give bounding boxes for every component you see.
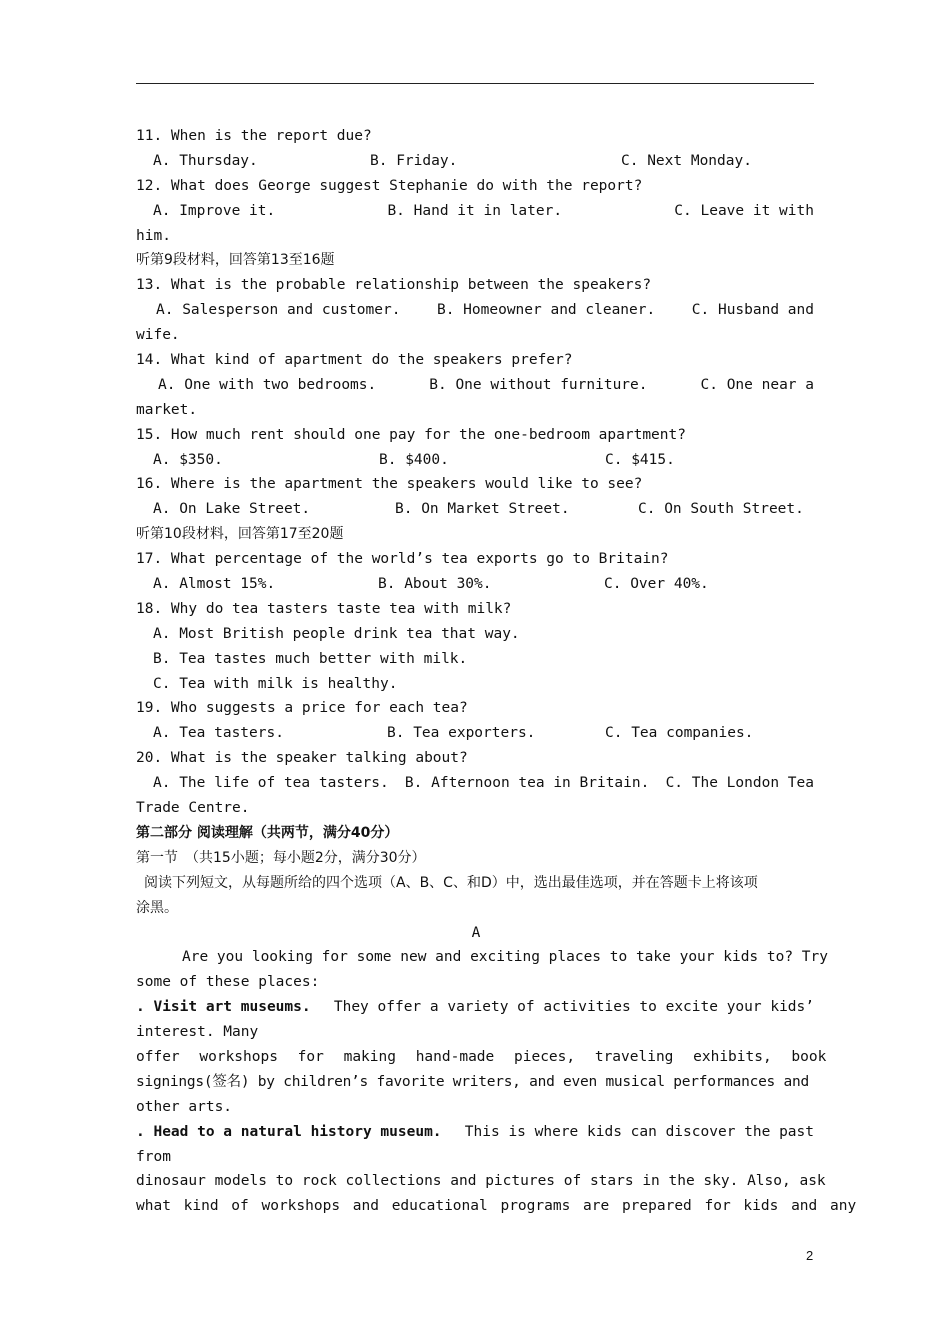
passage-line: interest. Many: [136, 1024, 259, 1041]
option-a: A. Thursday.: [153, 152, 258, 169]
option-c: C. $415.: [605, 451, 675, 468]
option-b: B. One without furniture.: [429, 376, 648, 393]
options-12: [136, 199, 814, 224]
section-one-heading: 第一节 （共15小题；每小题2分，满分30分）: [136, 849, 426, 866]
option-a: A. Improve it.: [153, 202, 276, 219]
option-b: B. Hand it in later.: [387, 202, 563, 219]
option-c: C. Husband and: [691, 302, 814, 319]
option-a: A. $350.: [153, 451, 223, 468]
question-15: 15. How much rent should one pay for the one-bedroom apartment?: [136, 426, 686, 443]
question-19: 19. Who suggests a price for each tea?: [136, 700, 468, 717]
option-b: B. About 30%.: [378, 576, 492, 593]
bullet-natural-history: [136, 1120, 814, 1145]
page-content: [136, 124, 857, 1219]
question-16: 16. Where is the apartment the speakers would like to see?: [136, 476, 643, 493]
options-14: [136, 373, 814, 398]
option-c: C. Tea companies.: [605, 725, 754, 742]
options-16: [136, 497, 814, 522]
passage-title: A: [471, 924, 481, 941]
question-17: 17. What percentage of the world’s tea exports go to Britain?: [136, 551, 669, 568]
bullet-heading: . Head to a natural history museum.: [136, 1123, 442, 1140]
option-c-continued: him.: [136, 227, 171, 244]
option-c: C. Over 40%.: [604, 576, 709, 593]
option-a: A. Salesperson and customer.: [156, 302, 401, 319]
option-c: C. One near a: [700, 376, 814, 393]
passage-line: dinosaur models to rock collections and pictures of stars in the sky. Also, ask: [136, 1173, 826, 1190]
passage-line: offer workshops for making hand-made pieces, traveling exhibits, book: [136, 1048, 827, 1065]
options-20: [136, 771, 814, 796]
option-c: C. On South Street.: [638, 501, 804, 518]
bullet-art-museums: [136, 995, 814, 1020]
option-a: A. On Lake Street.: [153, 501, 311, 518]
option-b: B. Tea tastes much better with milk.: [153, 650, 468, 667]
option-a: A. Almost 15%.: [153, 576, 276, 593]
option-b: B. $400.: [379, 451, 449, 468]
option-b: B. Homeowner and cleaner.: [436, 302, 656, 319]
passage-line: signings(签名) by children’s favorite writers, and even musical performances and: [136, 1073, 809, 1090]
options-13: [136, 298, 814, 323]
passage-text: Are you looking for some new and exciting places to take your kids to? Try: [182, 949, 829, 966]
question-11: 11. When is the report due?: [136, 128, 372, 144]
bullet-text: They offer a variety of activities to excite your kids’: [333, 999, 814, 1016]
section-heading-10: 听第10段材料，回答第17至20题: [136, 526, 344, 543]
option-c: C. Leave it with: [674, 202, 814, 219]
part-two-heading: 第二部分 阅读理解（共两节，满分40分）: [136, 824, 399, 841]
option-b: B. Tea exporters.: [387, 725, 536, 742]
passage-line: some of these places:: [136, 974, 320, 991]
option-c-continued: wife.: [136, 327, 180, 344]
passage-line: what kind of workshops and educational programs are prepared for kids and any: [136, 1198, 857, 1215]
options-17: [136, 572, 814, 597]
question-18: 18. Why do tea tasters taste tea with milk?: [136, 600, 512, 617]
passage-line: from: [136, 1148, 171, 1165]
option-a: A. One with two bedrooms.: [158, 376, 377, 393]
instruction-line-2: 涂黑。: [136, 899, 178, 916]
options-11: [136, 149, 814, 174]
question-14: 14. What kind of apartment do the speakers prefer?: [136, 352, 573, 369]
passage-line: [136, 945, 829, 970]
option-c: C. Tea with milk is healthy.: [153, 675, 398, 692]
option-c: C. The London Tea: [665, 775, 814, 792]
bullet-text: This is where kids can discover the past: [464, 1123, 814, 1140]
option-b: B. On Market Street.: [395, 501, 570, 518]
section-heading-9: 听第9段材料，回答第13至16题: [136, 252, 335, 269]
option-b: B. Afternoon tea in Britain.: [404, 775, 650, 792]
question-12: 12. What does George suggest Stephanie do with the report?: [136, 177, 643, 194]
option-a: A. The life of tea tasters.: [153, 775, 389, 792]
instruction-line-1: 阅读下列短文，从每题所给的四个选项（A、B、C、和D）中，选出最佳选项，并在答题卡上将该项: [144, 874, 758, 891]
bullet-heading: . Visit art museums.: [136, 999, 311, 1016]
page-number: 2: [806, 1248, 814, 1263]
option-c: C. Next Monday.: [621, 152, 752, 169]
options-19: [136, 721, 814, 746]
option-a: A. Tea tasters.: [153, 725, 284, 742]
options-15: [136, 448, 814, 473]
option-b: B. Friday.: [370, 152, 458, 169]
option-c-continued: market.: [136, 401, 198, 418]
option-a: A. Most British people drink tea that way.: [153, 625, 520, 642]
option-c-continued: Trade Centre.: [136, 800, 250, 817]
question-20: 20. What is the speaker talking about?: [136, 750, 468, 767]
question-13: 13. What is the probable relationship between the speakers?: [136, 277, 652, 294]
header-rule: [136, 83, 814, 84]
passage-line: other arts.: [136, 1098, 233, 1115]
